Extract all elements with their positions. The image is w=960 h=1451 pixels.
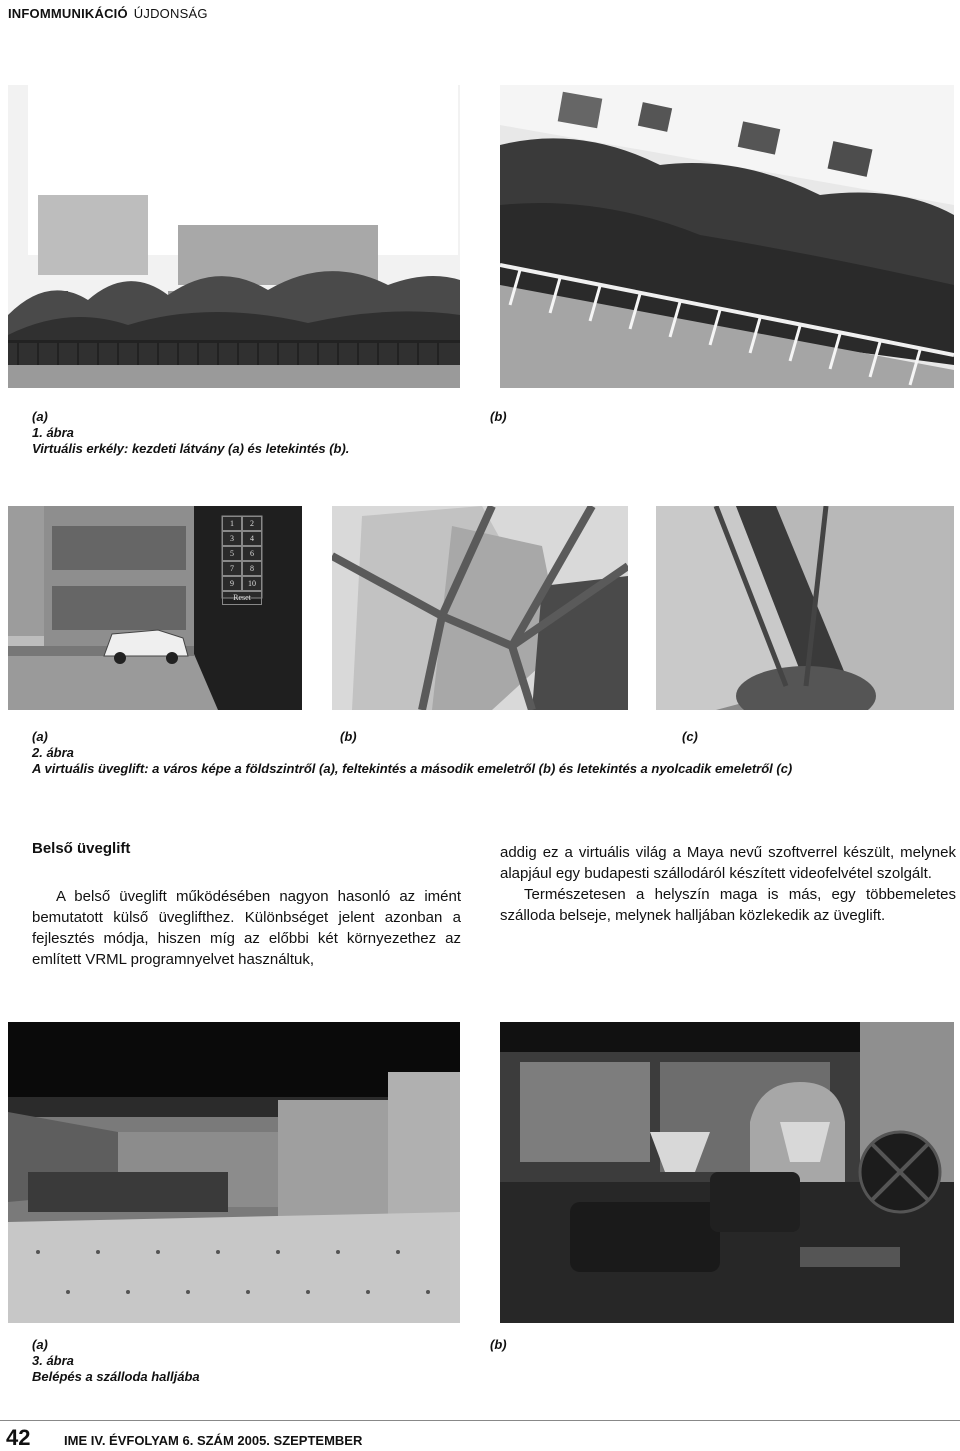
- figure3-label-b: (b): [490, 1337, 507, 1352]
- article-column-2: [500, 842, 956, 926]
- figure1-caption: Virtuális erkély: kezdeti látvány (a) és letekintés (b).: [32, 441, 350, 456]
- figure2-image-b: [332, 506, 628, 710]
- figure3-caption: Belépés a szálloda halljába: [32, 1369, 200, 1384]
- elevator-button-3: 3: [222, 531, 242, 546]
- journal-info: IME IV. ÉVFOLYAM 6. SZÁM 2005. SZEPTEMBER: [64, 1433, 363, 1448]
- elevator-button-8: 8: [242, 561, 262, 576]
- figure1-image-b: [500, 85, 954, 388]
- elevator-button-4: 4: [242, 531, 262, 546]
- figure2-number: 2. ábra: [32, 745, 74, 760]
- figure1-number: 1. ábra: [32, 425, 74, 440]
- elevator-buttons: [222, 516, 262, 605]
- elevator-button-9: 9: [222, 576, 242, 591]
- figure2-caption: A virtuális üveglift: a város képe a földszintről (a), feltekintés a második emeletről (b) és letekintés a nyolcadik emeletről (c): [32, 761, 793, 776]
- page-number: 42: [6, 1425, 31, 1450]
- footer-rule: [0, 1420, 960, 1421]
- elevator-button-6: 6: [242, 546, 262, 561]
- figure2-image-c: [656, 506, 954, 710]
- elevator-reset-button: Reset: [222, 591, 262, 605]
- figure2-label-c: (c): [682, 729, 698, 744]
- figure2-label-a: (a): [32, 729, 48, 744]
- article-column-1: [32, 886, 461, 970]
- figure3-label-a: (a): [32, 1337, 48, 1352]
- figure3-image-a: [8, 1022, 460, 1323]
- elevator-button-2: 2: [242, 516, 262, 531]
- figure3-number: 3. ábra: [32, 1353, 74, 1368]
- elevator-button-1: 1: [222, 516, 242, 531]
- section-heading: Belső üveglift: [32, 840, 131, 857]
- figure1-image-a: [8, 85, 460, 388]
- running-header: [8, 6, 208, 21]
- elevator-button-10: 10: [242, 576, 262, 591]
- figure3-image-b: [500, 1022, 954, 1323]
- magazine-name: INFOMMUNIKÁCIÓ: [8, 6, 128, 21]
- section-name: ÚJDONSÁG: [133, 6, 208, 21]
- figure1-label-b: (b): [490, 409, 507, 424]
- elevator-button-5: 5: [222, 546, 242, 561]
- figure2-image-a: [8, 506, 302, 710]
- figure1-label-a: (a): [32, 409, 48, 424]
- column2-paragraph-2: Természetesen a helyszín maga is más, egy többemeletes szálloda belseje, melynek halljában közlekedik az üveglift.: [500, 886, 956, 924]
- elevator-button-7: 7: [222, 561, 242, 576]
- column1-paragraph: A belső üveglift működésében nagyon hasonló az imént bemutatott külső üveglifthez. Különbséget jelent azonban a fejlesztés módja, hiszen míg az előbbi két környezethez az említett VRML programnyelvet használtuk,: [32, 888, 461, 968]
- figure2-label-b: (b): [340, 729, 357, 744]
- column2-paragraph-1: addig ez a virtuális világ a Maya nevű szoftverrel készült, melynek alapjául egy budapesti szállodáról készített videofelvétel szolgált.: [500, 844, 956, 882]
